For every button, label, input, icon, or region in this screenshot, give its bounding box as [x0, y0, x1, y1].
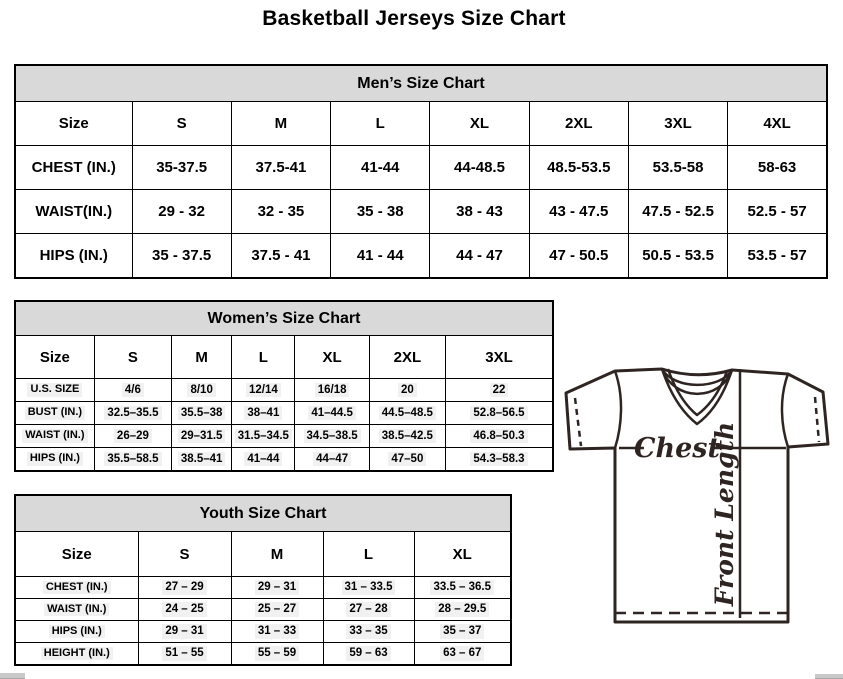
jersey-outline [566, 369, 828, 622]
row-label: BUST (IN.) [15, 402, 94, 425]
table-cell: 41–44 [232, 448, 295, 472]
womens-header-cell: 2XL [369, 336, 445, 379]
jersey-seam-left [615, 371, 621, 448]
table-cell: 50.5 - 53.5 [628, 234, 727, 279]
mens-header-cell: XL [430, 102, 529, 146]
mens-header-cell: 4XL [728, 102, 827, 146]
womens-header-cell: XL [295, 336, 369, 379]
table-cell: 38.5–41 [172, 448, 232, 472]
womens-header-cell: S [94, 336, 171, 379]
table-cell: 41–44.5 [295, 402, 369, 425]
table-cell: 25 – 27 [231, 599, 323, 621]
table-cell: 37.5 - 41 [231, 234, 330, 279]
front-length-label: Front Length [710, 421, 739, 607]
youth-header-row [15, 532, 511, 577]
table-cell: 47–50 [369, 448, 445, 472]
row-label: WAIST(IN.) [15, 190, 132, 234]
table-cell: 52.5 - 57 [728, 190, 827, 234]
table-cell: 35-37.5 [132, 146, 231, 190]
table-cell: 43 - 47.5 [529, 190, 628, 234]
youth-waist-row [15, 599, 511, 621]
table-cell: 31 – 33 [231, 621, 323, 643]
mens-table-title: Men’s Size Chart [15, 65, 827, 102]
table-cell: 26–29 [94, 425, 171, 448]
row-label: HIPS (IN.) [15, 621, 138, 643]
table-cell: 31 – 33.5 [323, 577, 414, 599]
cuff-stitch-right [815, 397, 819, 442]
jersey-seam-right [782, 374, 788, 447]
table-cell: 51 – 55 [138, 643, 231, 666]
table-cell: 48.5-53.5 [529, 146, 628, 190]
table-cell: 34.5–38.5 [295, 425, 369, 448]
table-cell: 35 – 37 [414, 621, 511, 643]
table-cell: 27 – 29 [138, 577, 231, 599]
table-cell: 63 – 67 [414, 643, 511, 666]
mens-waist-row [15, 190, 827, 234]
row-label: CHEST (IN.) [15, 577, 138, 599]
table-cell: 29 - 32 [132, 190, 231, 234]
table-cell: 16/18 [295, 379, 369, 402]
table-cell: 24 – 25 [138, 599, 231, 621]
page-title: Basketball Jerseys Size Chart [262, 7, 566, 30]
youth-chest-row [15, 577, 511, 599]
table-cell: 58-63 [728, 146, 827, 190]
table-cell: 27 – 28 [323, 599, 414, 621]
mens-header-cell: S [132, 102, 231, 146]
table-cell: 32 - 35 [231, 190, 330, 234]
cuff-stitch-left [575, 398, 581, 446]
table-cell: 35.5–58.5 [94, 448, 171, 472]
table-cell: 32.5–35.5 [94, 402, 171, 425]
table-cell: 31.5–34.5 [232, 425, 295, 448]
table-cell: 55 – 59 [231, 643, 323, 666]
mens-header-cell: 3XL [628, 102, 727, 146]
womens-table-title: Women’s Size Chart [15, 301, 553, 336]
table-cell: 47.5 - 52.5 [628, 190, 727, 234]
jersey-diagram [556, 358, 842, 654]
table-cell: 47 - 50.5 [529, 234, 628, 279]
table-cell: 35.5–38 [172, 402, 232, 425]
table-cell: 53.5-58 [628, 146, 727, 190]
womens-bust-row [15, 402, 553, 425]
mens-hips-row [15, 234, 827, 279]
table-cell: 12/14 [232, 379, 295, 402]
womens-header-cell: L [232, 336, 295, 379]
table-cell: 29 – 31 [138, 621, 231, 643]
youth-header-cell: L [323, 532, 414, 577]
row-label: WAIST (IN.) [15, 425, 94, 448]
table-cell: 44–47 [295, 448, 369, 472]
youth-hips-row [15, 621, 511, 643]
scrollbar-fragment-right[interactable] [815, 674, 843, 679]
womens-header-cell: M [172, 336, 232, 379]
womens-header-cell: Size [15, 336, 94, 379]
table-cell: 33.5 – 36.5 [414, 577, 511, 599]
row-label: U.S. SIZE [15, 379, 94, 402]
table-cell: 8/10 [172, 379, 232, 402]
mens-header-cell: Size [15, 102, 132, 146]
table-cell: 54.3–58.3 [446, 448, 554, 472]
womens-us-size-row [15, 379, 553, 402]
table-cell: 28 – 29.5 [414, 599, 511, 621]
womens-size-table [14, 300, 554, 472]
table-cell: 59 – 63 [323, 643, 414, 666]
table-cell: 20 [369, 379, 445, 402]
table-cell: 4/6 [94, 379, 171, 402]
womens-waist-row [15, 425, 553, 448]
mens-header-cell: M [231, 102, 330, 146]
table-cell: 44.5–48.5 [369, 402, 445, 425]
row-label: HIPS (IN.) [15, 234, 132, 279]
table-cell: 44-48.5 [430, 146, 529, 190]
table-cell: 35 - 38 [331, 190, 430, 234]
youth-table-title-row [15, 495, 511, 532]
mens-header-row [15, 102, 827, 146]
table-cell: 44 - 47 [430, 234, 529, 279]
table-cell: 38 - 43 [430, 190, 529, 234]
table-cell: 46.8–50.3 [446, 425, 554, 448]
womens-header-row [15, 336, 553, 379]
table-cell: 38.5–42.5 [369, 425, 445, 448]
scrollbar-fragment-left[interactable] [0, 673, 25, 679]
youth-size-table [14, 494, 512, 666]
youth-header-cell: Size [15, 532, 138, 577]
table-cell: 52.8–56.5 [446, 402, 554, 425]
youth-header-cell: M [231, 532, 323, 577]
table-cell: 53.5 - 57 [728, 234, 827, 279]
youth-header-cell: XL [414, 532, 511, 577]
table-cell: 41-44 [331, 146, 430, 190]
mens-chest-row [15, 146, 827, 190]
mens-size-table [14, 64, 828, 279]
row-label: CHEST (IN.) [15, 146, 132, 190]
youth-height-row [15, 643, 511, 666]
youth-header-cell: S [138, 532, 231, 577]
table-cell: 41 - 44 [331, 234, 430, 279]
mens-header-cell: 2XL [529, 102, 628, 146]
youth-table-title: Youth Size Chart [15, 495, 511, 532]
row-label: WAIST (IN.) [15, 599, 138, 621]
table-cell: 37.5-41 [231, 146, 330, 190]
table-cell: 38–41 [232, 402, 295, 425]
table-cell: 35 - 37.5 [132, 234, 231, 279]
mens-table-title-row [15, 65, 827, 102]
table-cell: 29 – 31 [231, 577, 323, 599]
womens-hips-row [15, 448, 553, 472]
row-label: HEIGHT (IN.) [15, 643, 138, 666]
chest-label: Chest [634, 433, 720, 464]
table-cell: 22 [446, 379, 554, 402]
table-cell: 29–31.5 [172, 425, 232, 448]
row-label: HIPS (IN.) [15, 448, 94, 472]
womens-table-title-row [15, 301, 553, 336]
table-cell: 33 – 35 [323, 621, 414, 643]
womens-header-cell: 3XL [446, 336, 554, 379]
mens-header-cell: L [331, 102, 430, 146]
